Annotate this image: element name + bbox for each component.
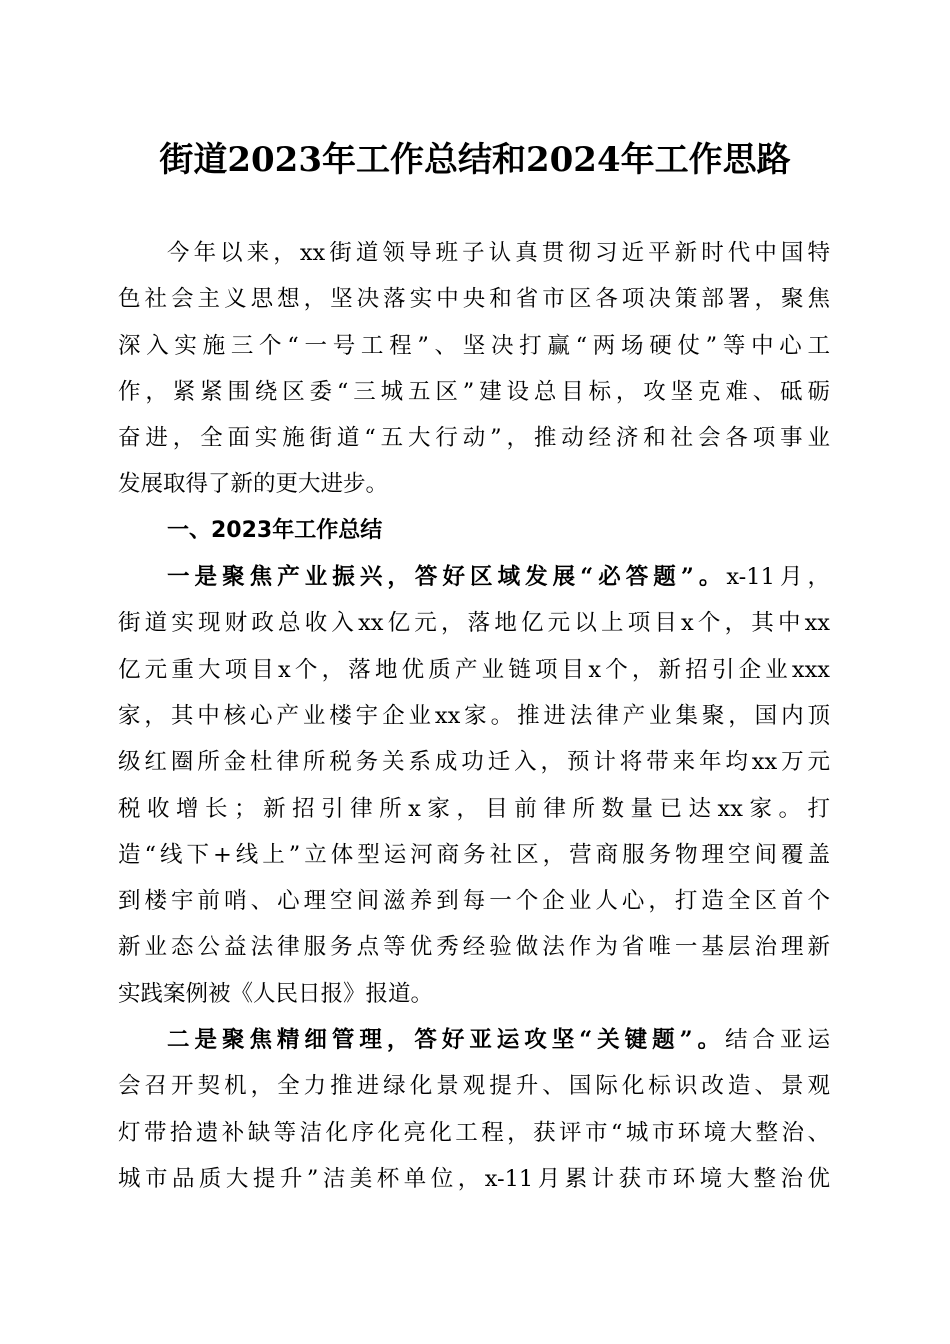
intro-line: 作，紧紧围绕区委“三城五区”建设总目标，攻坚克难、砥砺 <box>118 378 830 405</box>
intro-line: 色社会主义思想，坚决落实中央和省市区各项决策部署，聚焦 <box>118 286 830 313</box>
paragraph-line: 灯带拾遗补缺等洁化序化亮化工程，获评市“城市环境大整治、 <box>118 1119 830 1146</box>
paragraph-lead-line <box>118 554 830 600</box>
section-heading: 一、2023年工作总结 <box>167 517 383 543</box>
intro-line: 深入实施三个“一号工程”、坚决打赢“两场硬仗”等中心工 <box>118 332 830 359</box>
paragraph-line: 到楼宇前哨、心理空间滋养到每一个企业人心，打造全区首个 <box>118 888 830 915</box>
intro-line: 发展取得了新的更大进步。 <box>118 471 389 498</box>
paragraph-lead: 二是聚焦精细管理，答好亚运攻坚“关键题”。 <box>167 1027 726 1054</box>
document-body <box>118 230 830 1202</box>
paragraph-line: 新业态公益法律服务点等优秀经验做法作为省唯一基层治理新 <box>118 934 830 961</box>
paragraph-lead-line <box>118 1017 830 1063</box>
paragraph-lead: 一是聚焦产业振兴，答好区域发展“必答题”。 <box>167 564 727 591</box>
paragraph-line: 实践案例被《人民日报》报道。 <box>118 980 434 1007</box>
intro-line: 奋进，全面实施街道“五大行动”，推动经济和社会各项事业 <box>118 425 830 452</box>
paragraph-lead-rest: 结合亚运 <box>725 1027 830 1054</box>
paragraph-line: 城市品质大提升”洁美杯单位，x-11月累计获市环境大整治优 <box>118 1165 830 1192</box>
paragraph-line: 家，其中核心产业楼宇企业xx家。推进法律产业集聚，国内顶 <box>118 702 830 729</box>
paragraph-line: 亿元重大项目x个，落地优质产业链项目x个，新招引企业xxx <box>118 656 830 683</box>
paragraph-line: 街道实现财政总收入xx亿元，落地亿元以上项目x个，其中xx <box>118 610 830 637</box>
paragraph-lead-rest: x-11月， <box>726 564 830 591</box>
intro-line: 今年以来，xx街道领导班子认真贯彻习近平新时代中国特 <box>167 240 830 266</box>
paragraph-line: 造“线下+线上”立体型运河商务社区，营商服务物理空间覆盖 <box>118 841 830 868</box>
document-title: 街道2023年工作总结和2024年工作思路 <box>159 140 791 180</box>
paragraph-line: 税收增长；新招引律所x家，目前律所数量已达xx家。打 <box>118 795 830 822</box>
paragraph-line: 会召开契机，全力推进绿化景观提升、国际化标识改造、景观 <box>118 1073 830 1100</box>
paragraph-line: 级红圈所金杜律所税务关系成功迁入，预计将带来年均xx万元 <box>118 749 830 776</box>
